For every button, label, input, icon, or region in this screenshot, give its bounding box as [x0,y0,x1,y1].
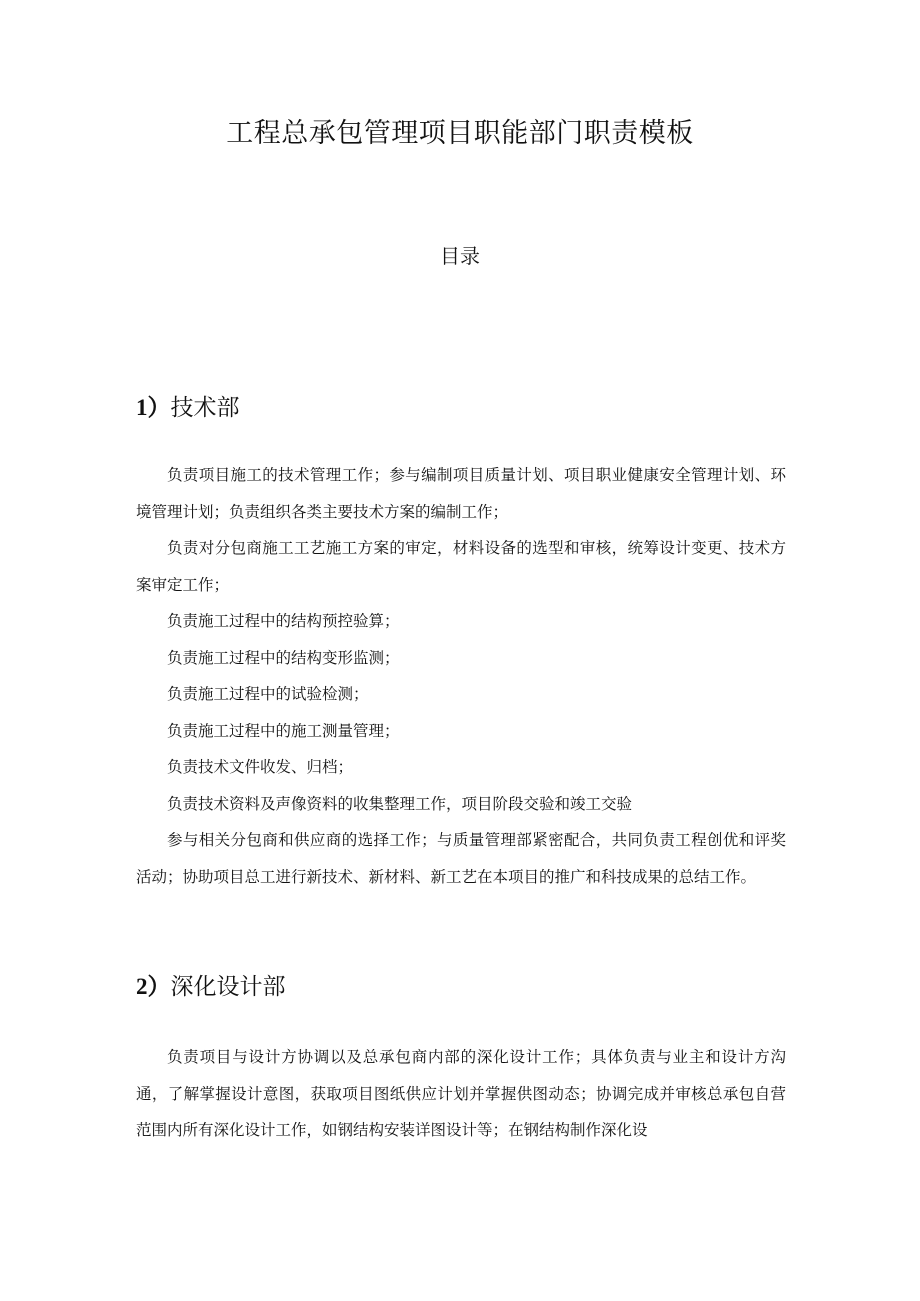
section-heading-technical-dept [136,390,240,426]
paragraph: 负责项目施工的技术管理工作；参与编制项目质量计划、项目职业健康安全管理计划、环境管理计划；负责组织各类主要技术方案的编制工作； [136,466,786,521]
section-title: 技术部 [170,395,240,421]
paragraph: 负责项目与设计方协调以及总承包商内部的深化设计工作；具体负责与业主和设计方沟通，了解掌握设计意图，获取项目图纸供应计划并掌握供图动态；协调完成并审核总承包自营范围内所有深化设计工作，如钢结构安装详图设计等；在钢结构制作深化设 [136,1048,786,1139]
paragraph: 负责对分包商施工工艺施工方案的审定，材料设备的选型和审核，统筹设计变更、技术方案审定工作； [136,539,786,594]
document-title: 工程总承包管理项目职能部门职责模板 [226,118,694,149]
section-title: 深化设计部 [170,974,286,1000]
paragraph: 参与相关分包商和供应商的选择工作；与质量管理部紧密配合，共同负责工程创优和评奖活动；协助项目总工进行新技术、新材料、新工艺在本项目的推广和科技成果的总结工作。 [136,831,786,886]
section-number: 2） [136,974,171,999]
paragraph: 负责技术文件收发、归档； [167,758,354,776]
paragraph: 负责施工过程中的试验检测； [167,685,369,703]
paragraph: 负责技术资料及声像资料的收集整理工作，项目阶段交验和竣工交验 [167,794,633,813]
section-body-detailed-design-dept [136,1039,786,1149]
paragraph: 负责施工过程中的结构变形监测； [167,648,400,667]
section-number: 1） [136,395,171,420]
section-body-technical-dept [136,457,786,895]
paragraph: 负责施工过程中的施工测量管理； [167,721,400,740]
section-heading-detailed-design-dept [136,969,286,1005]
table-of-contents-title: 目录 [440,244,480,268]
paragraph: 负责施工过程中的结构预控验算； [167,612,400,630]
